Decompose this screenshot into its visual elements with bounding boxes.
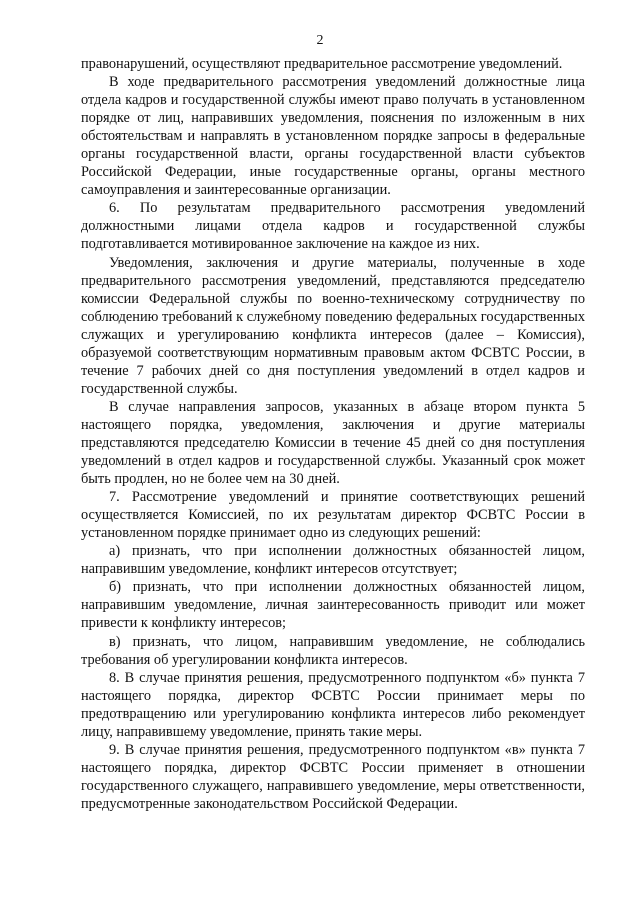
paragraph-item-8: 8. В случае принятия решения, предусмотренного подпунктом «б» пункта 7 настоящего порядка, директор ФСВТС России принимает меры по предотвращению или урегулированию конфликта интересов либо рекомендует лицу, направившему уведомление, принять такие меры. [81, 669, 585, 740]
paragraph-item-6: 6. По результатам предварительного рассмотрения уведомлений должностными лицами отдела кадров и государственной службы подготавливается мотивированное заключение на каждое из них. [81, 200, 585, 253]
paragraph-decision-a: а) признать, что при исполнении должностных обязанностей лицом, направившим уведомление, конфликт интересов отсутствует; [81, 543, 585, 578]
document-body [81, 55, 585, 813]
page-number: 2 [316, 33, 324, 48]
paragraph-preliminary-review: В ходе предварительного рассмотрения уведомлений должностные лица отдела кадров и государственной службы имеют право получать в установленном порядке от лиц, направивших уведомления, пояснения по изложенным в них обстоятельствам и направлять в установленном порядке запросы в федеральные органы государственной власти, органы государственной власти субъектов Российской Федерации, иные государственные органы, органы местного самоуправления и заинтересованные организации. [81, 74, 585, 199]
paragraph-item-9: 9. В случае принятия решения, предусмотренного подпунктом «в» пункта 7 настоящего порядка, директор ФСВТС России применяет в отношении государственного служащего, направившего уведомление, меры ответственности, предусмотренные законодательством Российской Федерации. [81, 741, 585, 812]
paragraph-request-deadline: В случае направления запросов, указанных в абзаце втором пункта 5 настоящего порядка, уведомления, заключения и другие материалы представляются председателю Комиссии в течение 45 дней со дня поступления уведомлений в отдел кадров и государственной службы. Указанный срок может быть продлен, но не более чем на 30 дней. [81, 398, 585, 488]
paragraph-decision-c: в) признать, что лицом, направившим уведомление, не соблюдались требования об урегулировании конфликта интересов. [81, 633, 585, 668]
paragraph-continuation: правонарушений, осуществляют предварительное рассмотрение уведомлений. [81, 56, 563, 72]
paragraph-decision-b: б) признать, что при исполнении должностных обязанностей лицом, направившим уведомление, личная заинтересованность приводит или может привести к конфликту интересов; [81, 579, 585, 632]
paragraph-materials-submission: Уведомления, заключения и другие материалы, полученные в ходе предварительного рассмотрения уведомлений, представляются председателю комиссии Федеральной службы по военно-техническому сотрудничеству по соблюдению требований к служебному поведению федеральных государственных служащих и урегулированию конфликта интересов (далее – Комиссия), образуемой соответствующим нормативным правовым актом ФСВТС России, в течение 7 рабочих дней со дня поступления уведомлений в отдел кадров и государственной службы. [81, 254, 585, 397]
paragraph-item-7: 7. Рассмотрение уведомлений и принятие соответствующих решений осуществляется Комиссией, по их результатам директор ФСВТС России в установленном порядке принимает одно из следующих решений: [81, 489, 585, 542]
